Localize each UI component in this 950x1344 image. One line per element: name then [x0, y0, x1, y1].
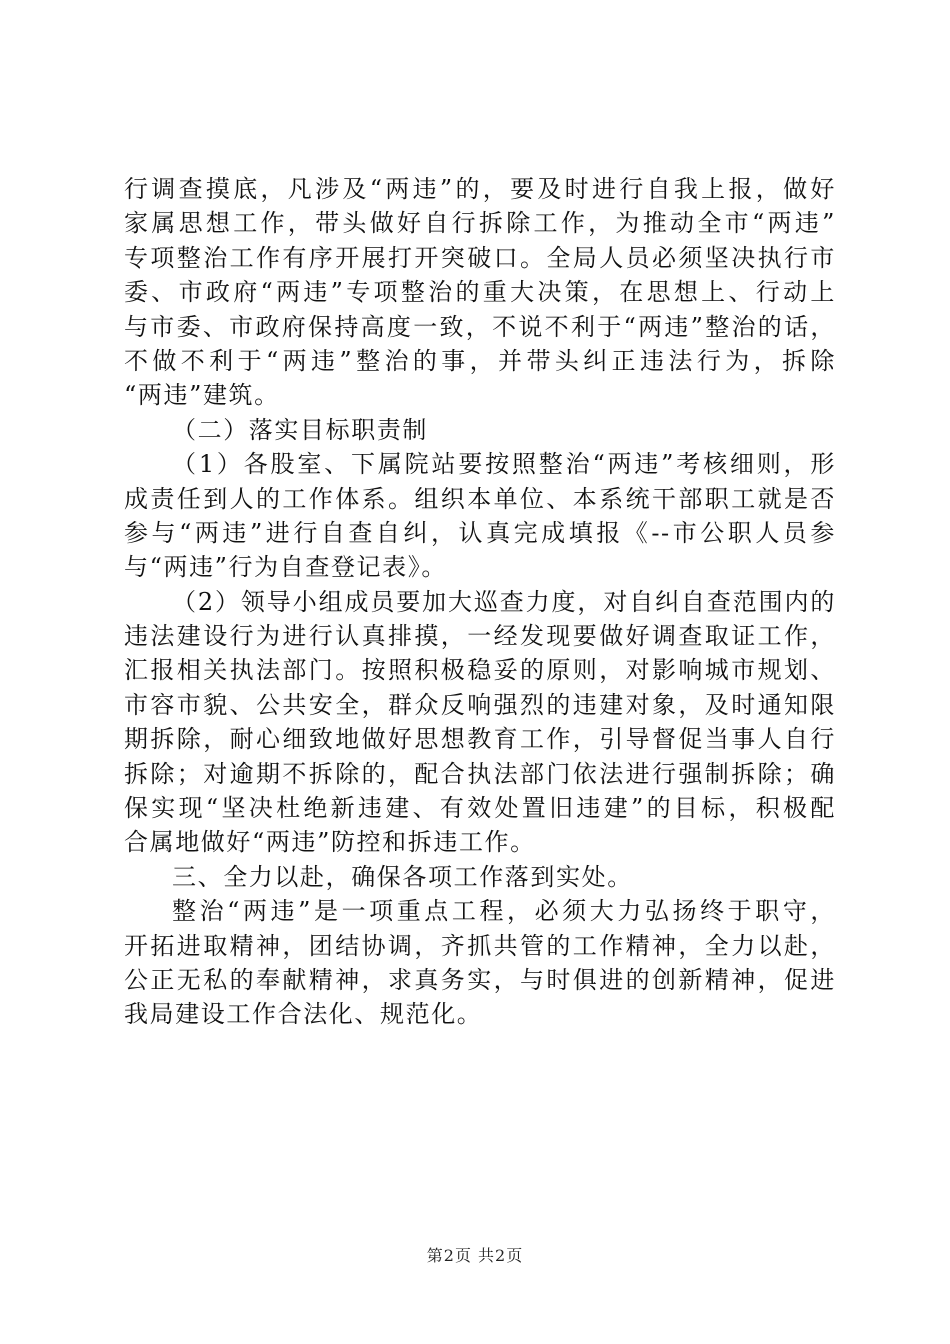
- paragraph-line: 与市委、市政府保持高度一致，不说不利于“两违”整治的话，: [124, 312, 836, 341]
- paragraph-line: 合属地做好“两违”防控和拆违工作。: [124, 828, 536, 857]
- paragraph-line: 汇报相关执法部门。按照积极稳妥的原则，对影响城市规划、: [124, 656, 836, 685]
- paragraph-line: 期拆除，耐心细致地做好思想教育工作，引导督促当事人自行: [124, 725, 836, 754]
- paragraph-line: 公正无私的奉献精神，求真务实，与时俱进的创新精神，促进: [124, 965, 836, 994]
- paragraph-line: 开拓进取精神，团结协调，齐抓共管的工作精神，全力以赴，: [124, 931, 836, 960]
- paragraph-line: （2）领导小组成员要加大巡查力度，对自纠自查范围内的: [172, 587, 836, 616]
- paragraph-line: 我局建设工作合法化、规范化。: [124, 1000, 483, 1029]
- section-heading: （二）落实目标职责制: [172, 415, 428, 444]
- paragraph-line: 专项整治工作有序开展打开突破口。全局人员必须坚决执行市: [124, 243, 836, 272]
- paragraph-line: 违法建设行为进行认真排摸，一经发现要做好调查取证工作，: [124, 622, 836, 651]
- paragraph-line: 整治“两违”是一项重点工程，必须大力弘扬终于职守，: [172, 897, 836, 926]
- document-body: [124, 172, 836, 1032]
- paragraph-line: 保实现“坚决杜绝新违建、有效处置旧违建”的目标，积极配: [124, 794, 836, 823]
- paragraph-line: 参与“两违”进行自查自纠，认真完成填报《--市公职人员参: [124, 518, 836, 547]
- paragraph-line: 家属思想工作，带头做好自行拆除工作，为推动全市“两违”: [124, 209, 836, 238]
- paragraph-line: 成责任到人的工作体系。组织本单位、本系统干部职工就是否: [124, 484, 836, 513]
- section-heading: 三、全力以赴，确保各项工作落到实处。: [172, 862, 633, 891]
- paragraph-line: 行调查摸底，凡涉及“两违”的，要及时进行自我上报，做好: [124, 175, 836, 203]
- paragraph-line: “两违”建筑。: [124, 381, 280, 410]
- page-number-footer: 第2页 共2页: [426, 1246, 524, 1265]
- paragraph-line: 与“两违”行为自查登记表》。: [124, 553, 447, 582]
- paragraph-line: 委、市政府“两违”专项整治的重大决策，在思想上、行动上: [124, 278, 836, 307]
- paragraph-line: 市容市貌、公共安全，群众反响强烈的违建对象，及时通知限: [124, 690, 836, 719]
- paragraph-line: （1）各股室、下属院站要按照整治“两违”考核细则，形: [172, 450, 836, 479]
- paragraph-line: 拆除；对逾期不拆除的，配合执法部门依法进行强制拆除；确: [124, 759, 836, 788]
- paragraph-line: 不做不利于“两违”整治的事，并带头纠正违法行为，拆除: [124, 346, 836, 375]
